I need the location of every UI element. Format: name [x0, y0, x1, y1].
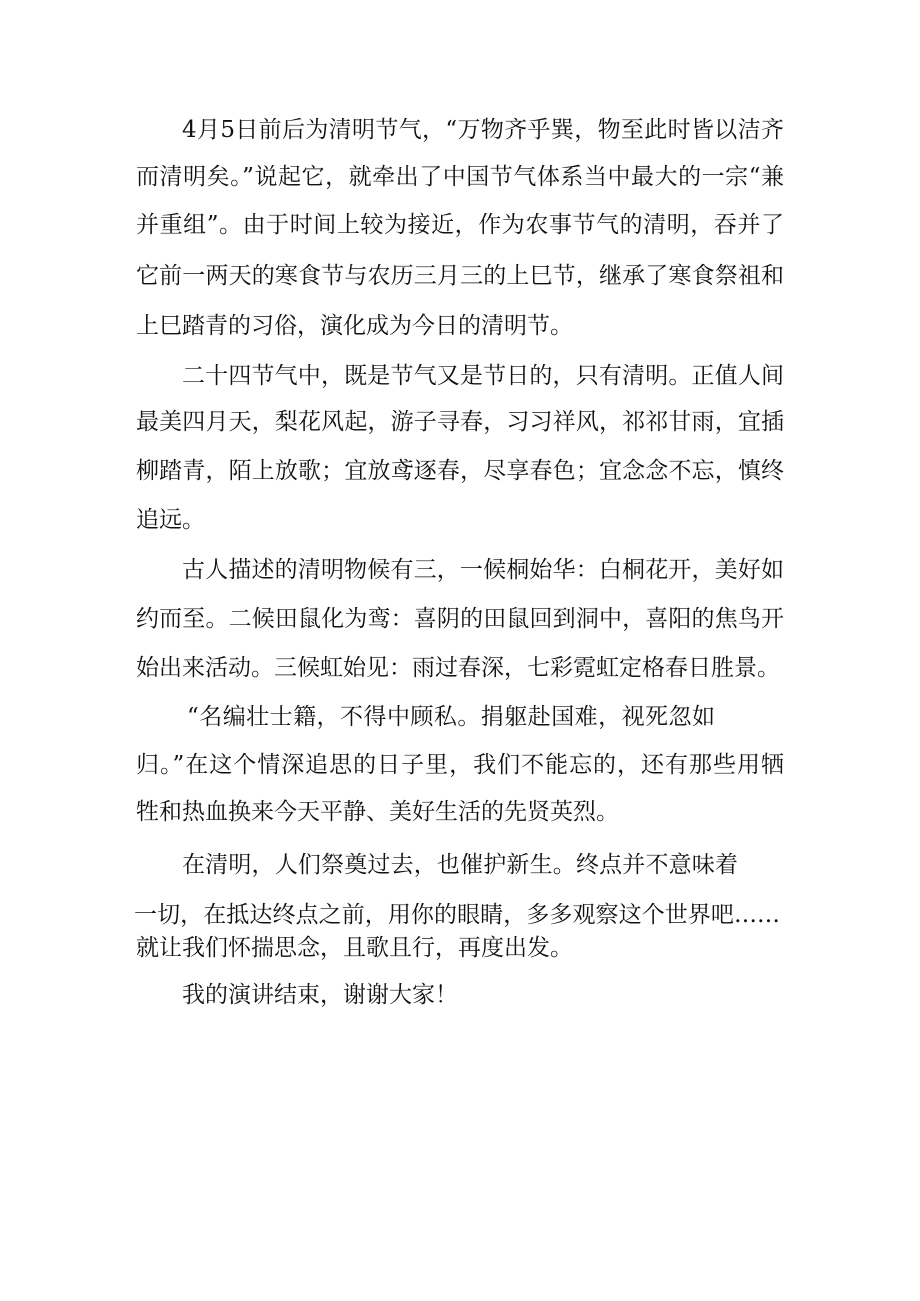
paragraph-2-line-2: 最美四月天，梨花风起，游子寻春，习习祥风，祁祁甘雨，宜插 — [136, 409, 784, 435]
paragraph-2-line-1: 二十四节气中，既是节气又是节日的，只有清明。正值人间 — [182, 363, 784, 389]
paragraph-4-line-3: 牲和热血换来今天平静、美好生活的先贤英烈。 — [136, 799, 619, 825]
paragraph-4-line-2: 归。”在这个情深追思的日子里，我们不能忘的，还有那些用牺 — [136, 752, 784, 778]
paragraph-4-line-1: “名编壮士籍，不得中顾私。捐躯赴国难，视死忽如 — [187, 704, 715, 730]
paragraph-3-line-2: 约而至。二候田鼠化为鸾：喜阴的田鼠回到洞中，喜阳的焦鸟开 — [136, 606, 784, 632]
paragraph-3-line-3: 始出来活动。三候虹始见：雨过春深，七彩霓虹定格春日胜景。 — [136, 655, 780, 681]
paragraph-5-line-3: 就让我们怀揣思念，且歌且行，再度出发。 — [136, 935, 573, 961]
paragraph-2-line-3: 柳踏青，陌上放歌；宜放鸢逐春，尽享春色；宜念念不忘，慎终 — [136, 458, 784, 484]
paragraph-6-line-1: 我的演讲结束，谢谢大家！ — [182, 982, 458, 1008]
paragraph-1-line-1: 4月5日前后为清明节气，“万物齐乎巽，物至此时皆以洁齐 — [182, 117, 784, 143]
paragraph-1-line-2: 而清明矣。”说起它，就牵出了中国节气体系当中最大的一宗“兼 — [136, 164, 784, 190]
paragraph-2-line-4: 追远。 — [136, 507, 205, 533]
paragraph-5-line-1: 在清明，人们祭奠过去，也催护新生。终点并不意味着 — [182, 852, 738, 878]
paragraph-1-line-3: 并重组”。由于时间上较为接近，作为农事节气的清明，吞并了 — [136, 212, 784, 238]
paragraph-1-line-5: 上巳踏青的习俗，演化成为今日的清明节。 — [136, 313, 573, 339]
paragraph-3-line-1: 古人描述的清明物候有三，一候桐始华：白桐花开，美好如 — [182, 557, 784, 583]
paragraph-5-line-2: 一切，在抵达终点之前，用你的眼睛，多多观察这个世界吧…… — [134, 902, 780, 928]
paragraph-1-line-4: 它前一两天的寒食节与农历三月三的上巳节，继承了寒食祭祖和 — [136, 263, 784, 289]
